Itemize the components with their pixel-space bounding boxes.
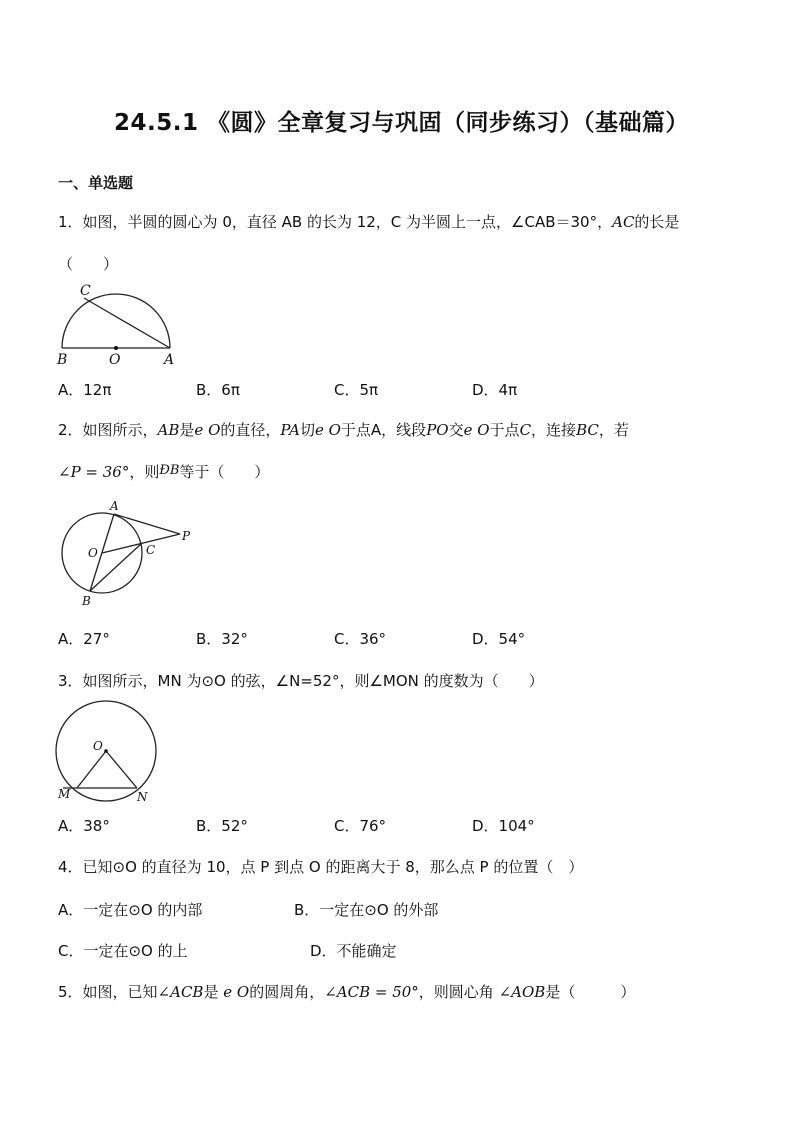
question-1-arc: AC [612, 213, 635, 231]
fig2-label-a: A [110, 499, 119, 513]
q2-text: 等于（ ） [179, 463, 270, 481]
q2-option-a[interactable]: A．27° [58, 630, 110, 648]
fig2-label-o: O [88, 546, 98, 560]
q2-angle-b: ÐB [159, 463, 180, 478]
q2-text: ，连接 [531, 421, 577, 439]
q5-circle-symbol: e O [223, 983, 250, 1001]
q2-text: 是 [179, 421, 195, 439]
fig3-label-o: O [93, 739, 103, 753]
section-heading: 一、单选题 [58, 174, 134, 192]
q2-text: ，则 [129, 463, 160, 481]
q1-option-a[interactable]: A．12π [58, 381, 112, 399]
page-title: 24.5.1 《圆》全章复习与巩固（同步练习）（基础篇） [114, 110, 689, 136]
q5-angle-aob: ∠AOB [498, 983, 546, 1001]
fig3-label-m: M [58, 787, 71, 801]
question-4-stem: 4．已知⊙O 的直径为 10，点 P 到点 O 的距离大于 8，那么点 P 的位置（ ） [58, 858, 584, 876]
fig1-label-o: O [109, 352, 121, 368]
fig1-label-a: A [164, 352, 175, 368]
fig2-label-p: P [182, 529, 191, 543]
fig1-label-c: C [80, 283, 91, 299]
q2-text: 2．如图所示， [58, 421, 158, 439]
q2-po: PO [426, 421, 449, 439]
q3-option-b[interactable]: B．52° [196, 817, 248, 835]
q2-text: 切 [299, 421, 315, 439]
question-5-stem [58, 982, 635, 1002]
q5-text: 是 [203, 983, 224, 1001]
question-1-tail: 的长是 [634, 213, 680, 231]
q2-text: ，若 [598, 421, 629, 439]
q2-text: 于点A，线段 [340, 421, 427, 439]
q2-ab: AB [157, 421, 180, 439]
q2-circle-symbol: e O [463, 421, 490, 439]
q2-bc: BC [576, 421, 599, 439]
q3-option-d[interactable]: D．104° [472, 817, 535, 835]
question-1-stem [58, 212, 679, 232]
q4-option-b[interactable]: B．一定在⊙O 的外部 [294, 901, 439, 919]
q1-option-b[interactable]: B．6π [196, 381, 240, 399]
q2-pa: PA [280, 421, 300, 439]
q2-text: 于点 [489, 421, 520, 439]
q5-angle-acb: ∠ACB [157, 983, 204, 1001]
q1-option-d[interactable]: D．4π [472, 381, 518, 399]
question-3-stem: 3．如图所示，MN 为⊙O 的弦，∠N=52°，则∠MON 的度数为（ ） [58, 672, 544, 690]
fig2-label-c: C [146, 543, 156, 557]
q2-option-c[interactable]: C．36° [334, 630, 387, 648]
q2-text: 交 [448, 421, 464, 439]
question-1-figure [55, 280, 185, 370]
q2-option-b[interactable]: B．32° [196, 630, 248, 648]
q3-option-a[interactable]: A．38° [58, 817, 110, 835]
question-1-text: 1．如图，半圆的圆心为 0，直径 AB 的长为 12，C 为半圆上一点，∠CAB＝30°， [58, 213, 613, 231]
q5-text: 5．如图，已知 [58, 983, 158, 1001]
fig1-label-b: B [57, 352, 68, 368]
q4-option-c[interactable]: C．一定在⊙O 的上 [58, 942, 188, 960]
q4-option-d[interactable]: D．不能确定 [310, 942, 397, 960]
q2-circle-symbol: e O [194, 421, 221, 439]
question-2-stem-line2 [58, 461, 269, 482]
q5-text: 是（ ） [545, 983, 636, 1001]
q2-option-d[interactable]: D．54° [472, 630, 526, 648]
q2-text: 的直径， [220, 421, 281, 439]
q5-text: 的圆周角， [249, 983, 325, 1001]
q4-option-a[interactable]: A．一定在⊙O 的内部 [58, 901, 203, 919]
fig2-label-b: B [82, 594, 91, 608]
q3-option-c[interactable]: C．76° [334, 817, 387, 835]
question-3-figure [55, 700, 165, 805]
q5-text: ，则圆心角 [418, 983, 499, 1001]
question-2-figure [58, 498, 198, 608]
q2-circle-symbol: e O [314, 421, 341, 439]
question-2-stem [58, 420, 629, 440]
q1-option-c[interactable]: C．5π [334, 381, 379, 399]
q2-angle-p: ∠P = 36° [58, 463, 130, 481]
q5-angle-value: ∠ACB = 50° [324, 983, 419, 1001]
question-1-paren: （ ） [58, 255, 119, 273]
q2-c: C [519, 421, 532, 439]
fig3-label-n: N [137, 790, 148, 804]
